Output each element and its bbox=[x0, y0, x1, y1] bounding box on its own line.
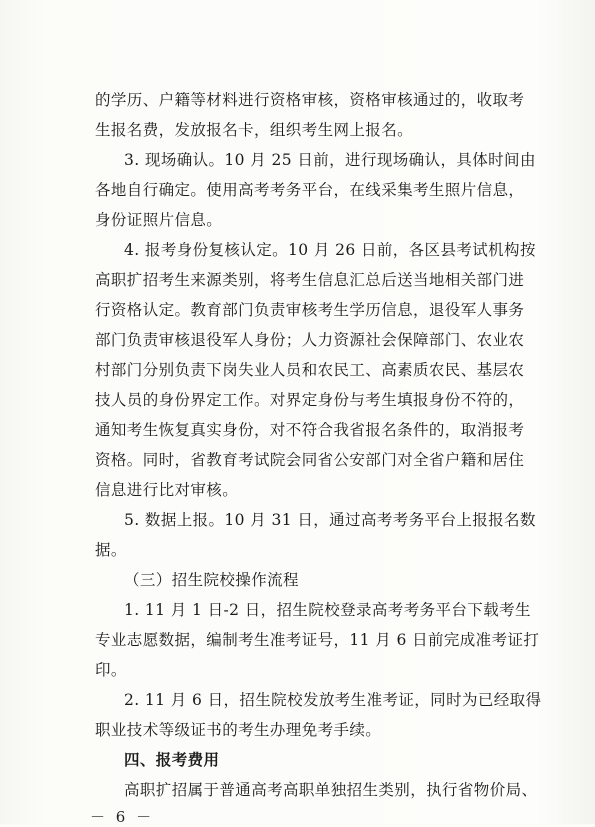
text-line: 村部门分别负责下岗失业人员和农民工、高素质农民、基层农 bbox=[95, 361, 525, 379]
text-line: 5. 数据上报。10 月 31 日，通过高考考务平台上报报名数 bbox=[124, 511, 536, 529]
text-line: 身份证照片信息。 bbox=[95, 211, 223, 229]
section-heading: （三）招生院校操作流程 bbox=[124, 571, 299, 589]
text-line: 2. 11 月 6 日，招生院校发放考生准考证，同时为已经取得 bbox=[124, 691, 542, 709]
text-line: 生报名费，发放报名卡，组织考生网上报名。 bbox=[95, 121, 414, 139]
text-line: 资格。同时，省教育考试院会同省公安部门对全省户籍和居住 bbox=[95, 451, 525, 469]
section-heading: 四、报考费用 bbox=[124, 750, 220, 769]
text-line: 行资格认定。教育部门负责审核考生学历信息，退役军人事务 bbox=[95, 301, 525, 319]
text-line: 部门负责审核退役军人身份；人力资源社会保障部门、农业农 bbox=[95, 331, 525, 349]
text-line: 职业技术等级证书的考生办理免考手续。 bbox=[95, 721, 382, 739]
page-number: － 6 － bbox=[90, 808, 155, 826]
text-line: 高职扩招属于普通高考高职单独招生类别，执行省物价局、 bbox=[124, 781, 538, 799]
text-line: 通知考生恢复真实身份，对不符合我省报名条件的，取消报考 bbox=[95, 421, 525, 439]
text-line: 信息进行比对审核。 bbox=[95, 481, 239, 499]
text-line: 专业志愿数据，编制考生准考证号，11 月 6 日前完成准考证打 bbox=[95, 631, 540, 649]
text-line: 印。 bbox=[95, 661, 127, 679]
text-line: 据。 bbox=[95, 541, 127, 559]
text-line: 的学历、户籍等材料进行资格审核，资格审核通过的，收取考 bbox=[95, 91, 525, 109]
text-line: 高职扩招考生来源类别，将考生信息汇总后送当地相关部门进 bbox=[95, 271, 525, 289]
text-line: 4. 报考身份复核认定。10 月 26 日前，各区县考试机构按 bbox=[124, 241, 536, 259]
text-line: 1. 11 月 1 日-2 日，招生院校登录高考考务平台下载考生 bbox=[124, 601, 531, 619]
text-line: 各地自行确定。使用高考考务平台，在线采集考生照片信息， bbox=[95, 181, 525, 199]
text-line: 技人员的身份界定工作。对界定身份与考生填报身份不符的， bbox=[95, 391, 525, 409]
text-line: 3. 现场确认。10 月 25 日前，进行现场确认，具体时间由 bbox=[124, 151, 536, 169]
